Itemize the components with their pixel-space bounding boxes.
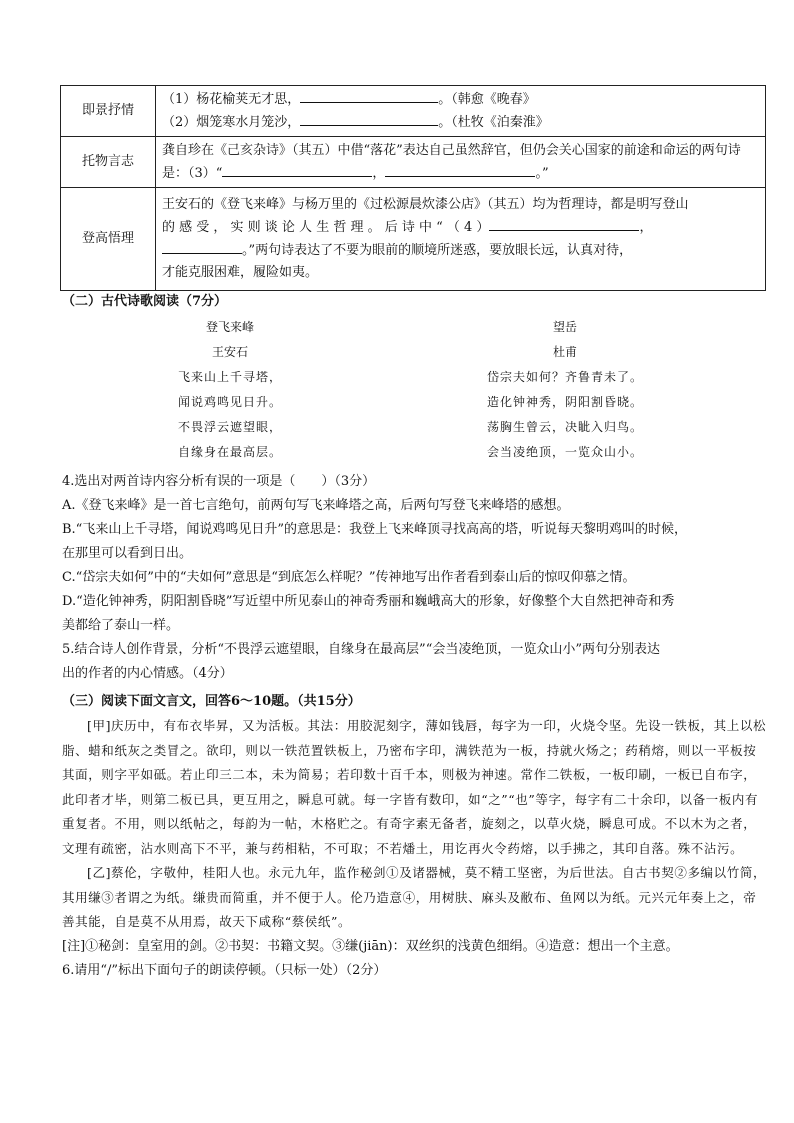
poem-title: 望岳 <box>552 320 577 334</box>
answer-blank-1[interactable] <box>300 88 438 103</box>
section-classical-chinese: （三）阅读下面文言文，回答6～10题。（共15分） [甲]庆历中，有布衣毕昇，又为活板。其法：用胶泥刻字，薄如钱唇，每字为一印，火烧令坚。先设一铁板，其上以松脂、蜡和纸灰之类冒之。欲印，则以一铁范置铁板上，乃密布字印，满铁范为一板，持就火炀之；药稍熔，则以一平板按其面，则字平如砥。若止印三二本，未为简易；若印数十百千本，则极为神速。常作二铁板，一板印刷，一板已自布字，此印者才毕，则第二板已具，更互用之，瞬息可就。每一字皆有数印，如“之”“也”等字，每字有二十余印，以备一板内有重复者。不用，则以纸帖之，每韵为一帖，木格贮之。有奇字素无备者，旋刻之，以草火烧，瞬息可成。不以木为之者，文理有疏密，沾水则高下不平，兼与药相粘，不可取；不若燔土，用讫再火令药熔，以手拂之，其印自落。殊不沾污。 [乙]蔡伦，字敬仲，桂阳人也。永元九年，监作秘剑①及诸器械，莫不精工坚密，为后世法。自古书契②多编以竹简，其用缣③者谓之为纸。缣贵而简重，并不便于人。伦乃造意④，用树肤、麻头及敝布、鱼网以为纸。元兴元年奏上之，帝善其能，自是莫不从用焉，故天下咸称“蔡侯纸”。 [注]①秘剑：皇室用的剑。②书契：书籍文契。③缣(jiān)：双丝织的浅黄色细绢。④造意：想出一个主意。 6.请用“/”标出下面句子的朗读停顿。（只标一处）（2分） <box>62 690 767 983</box>
answer-blank-4a[interactable] <box>489 216 639 231</box>
question-5: 5.结合诗人创作背景，分析“不畏浮云遮望眼，自缘身在最高层”“会当凌绝顶，一览众山小”两句分别表达 <box>62 642 660 657</box>
option-b[interactable]: B.“飞来山上千寻塔，闻说鸡鸣见日升”的意思是：我登上飞来峰顶寻找高高的塔，听说每天黎明鸡叫的时候， <box>62 522 687 537</box>
question-4: 4.选出对两首诗内容分析有误的一项是（ ）（3分） A.《登飞来峰》是一首七言绝句，前两句写飞来峰塔之高，后两句写登飞来峰塔的感想。 B.“飞来山上千寻塔，闻说鸡鸣见日升”的意思是：我登上飞来峰顶寻找高高的塔，听说每天黎明鸡叫的时候， 在那里可以看到日出。 C.“岱宗夫如何”中的“夫如何”意思是“到底怎么样呢？”传神地写出作者看到泰山后的惊叹仰慕之情。 D.“造化钟神秀，阴阳割昏晓”写近望中所见泰山的神奇秀丽和巍峨高大的形象，好像整个大自然把神奇和秀 美都给了泰山一样。 5.结合诗人创作背景，分析“不畏浮云遮望眼，自缘身在最高层”“会当凌绝顶，一览众山小”两句分别表达 出的作者的内心情感。（4分） <box>62 470 767 686</box>
category-cell: 即景抒情 <box>61 86 156 137</box>
option-d[interactable]: D.“造化钟神秀，阴阳割昏晓”写近望中所见泰山的神奇秀丽和巍峨高大的形象，好像整个大自然把神奇和秀 <box>62 594 675 609</box>
answer-blank-2[interactable] <box>300 111 438 126</box>
poem-title: 登飞来峰 <box>205 320 254 334</box>
poem-line: 荡胸生曾云，决眦入归鸟。 <box>486 420 643 434</box>
option-a[interactable]: A.《登飞来峰》是一首七言绝句，前两句写飞来峰塔之高，后两句写登飞来峰塔的感想。 <box>62 498 570 513</box>
fill-in-table <box>60 85 766 291</box>
passage-a: [甲]庆历中，有布衣毕昇，又为活板。其法：用胶泥刻字，薄如钱唇，每字为一印，火烧令坚。先设一铁板，其上以松脂、蜡和纸灰之类冒之。欲印，则以一铁范置铁板上，乃密布字印，满铁范为一板，持就火炀之；药稍熔，则以一平板按其面，则字平如砥。若止印三二本，未为简易；若印数十百千本，则极为神速。常作二铁板，一板印刷，一板已自布字，此印者才毕，则第二板已具，更互用之，瞬息可就。每一字皆有数印，如“之”“也”等字，每字有二十余印，以备一板内有重复者。不用，则以纸帖之，每韵为一帖，木格贮之。有奇字素无备者，旋刻之，以草火烧，瞬息可成。不以木为之者，文理有疏密，沾水则高下不平，兼与药相粘，不可取；不若燔土，用讫再火令药熔，以手拂之，其印自落。殊不沾污。 <box>62 718 767 856</box>
option-b-cont: 在那里可以看到日出。 <box>62 546 193 561</box>
answer-blank-3a[interactable] <box>222 162 372 177</box>
content-cell: 王安石的《登飞来峰》与杨万里的《过松源晨炊漆公店》（其五）均为哲理诗，都是明写登山 的 感 受 ， 实 则 谈 论 人 生 哲 理 。 后 诗 中 “ （ 4 ） ， 。”两句诗表达了不要为眼前的顺境所迷惑，要放眼长远，认真对待， 才能克服困难，履险如夷。 <box>156 188 766 291</box>
question-6: 6.请用“/”标出下面句子的朗读停顿。（只标一处）（2分） <box>62 962 387 978</box>
poem-deng-fei-lai-feng <box>150 315 310 465</box>
question-5-cont: 出的作者的内心情感。（4分） <box>62 666 233 681</box>
poem-line: 飞来山上千寻塔， <box>177 370 282 384</box>
table-row <box>61 137 766 188</box>
poem-author: 王安石 <box>211 345 248 359</box>
notes: [注]①秘剑：皇室用的剑。②书契：书籍文契。③缣(jiān)：双丝织的浅黄色细绢。④造意：想出一个主意。 <box>62 938 679 954</box>
poem-line: 闻说鸡鸣见日升。 <box>177 395 282 409</box>
section-title-poetry: （二）古代诗歌阅读（7分） <box>62 294 228 309</box>
content-cell: （1）杨花榆荚无才思， 。（韩愈《晚春》 （2）烟笼寒水月笼沙， 。（杜牧《泊秦淮》 <box>156 86 766 137</box>
answer-blank-4b[interactable] <box>162 239 242 254</box>
option-c[interactable]: C.“岱宗夫如何”中的“夫如何”意思是“到底怎么样呢？”传神地写出作者看到泰山后的惊叹仰慕之情。 <box>62 570 636 585</box>
poem-line: 会当凌绝顶，一览众山小。 <box>486 445 643 459</box>
category-cell: 登高悟理 <box>61 188 156 291</box>
content-cell: 龚自珍在《己亥杂诗》（其五）中借“落花”表达自己虽然辞官，但仍会关心国家的前途和命运的两句诗是：（3）“ ， 。” <box>156 137 766 188</box>
table-row <box>61 86 766 137</box>
poem-wang-yue <box>470 315 660 465</box>
poem-line: 造化钟神秀，阴阳割昏晓。 <box>486 395 643 409</box>
passage-b: [乙]蔡伦，字敬仲，桂阳人也。永元九年，监作秘剑①及诸器械，莫不精工坚密，为后世法。自古书契②多编以竹简，其用缣③者谓之为纸。缣贵而简重，并不便于人。伦乃造意④，用树肤、麻头及敝布、鱼网以为纸。元兴元年奏上之，帝善其能，自是莫不从用焉，故天下咸称“蔡侯纸”。 <box>62 865 767 929</box>
table-row <box>61 188 766 291</box>
poem-line: 自缘身在最高层。 <box>177 445 282 459</box>
answer-blank-3b[interactable] <box>385 162 535 177</box>
category-cell: 托物言志 <box>61 137 156 188</box>
option-d-cont: 美都给了泰山一样。 <box>62 618 180 633</box>
poem-line: 岱宗夫如何？齐鲁青未了。 <box>486 370 643 384</box>
poem-author: 杜甫 <box>552 345 577 359</box>
poem-line: 不畏浮云遮望眼， <box>177 420 282 434</box>
